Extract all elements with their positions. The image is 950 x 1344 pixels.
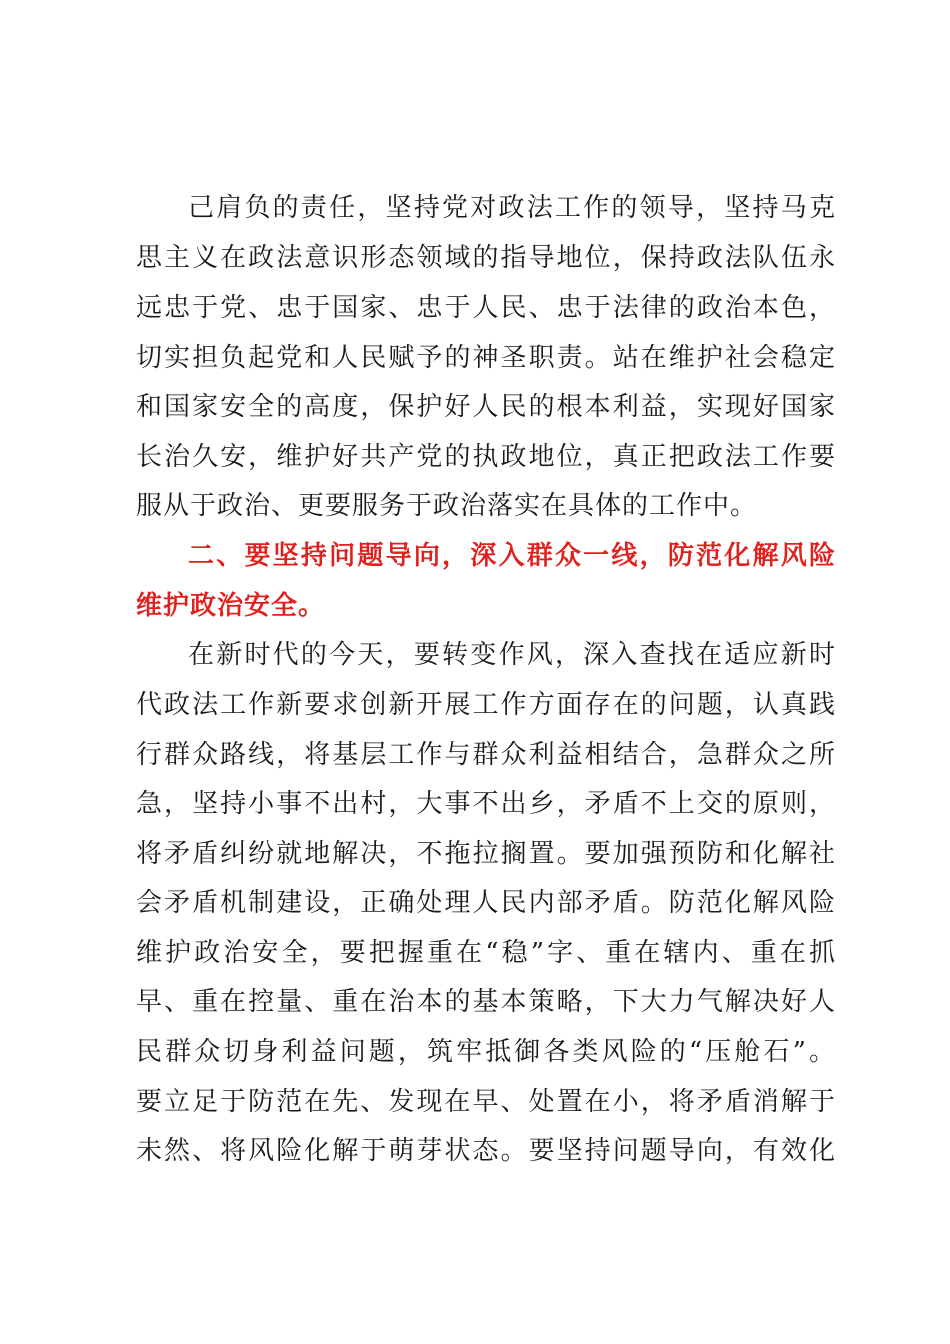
section-heading: 维护政治安全。 — [136, 591, 326, 621]
paragraph-line: 维护政治安全，要把握重在“稳”字、重在辖内、重在抓 — [136, 938, 836, 968]
paragraph-line: 长治久安，维护好共产党的执政地位，真正把政法工作要 — [136, 442, 836, 472]
paragraph-line: 会矛盾机制建设，正确处理人民内部矛盾。防范化解风险 — [136, 888, 836, 918]
paragraph-line: 行群众路线，将基层工作与群众利益相结合，急群众之所 — [136, 740, 836, 770]
section-heading: 二、要坚持问题导向，深入群众一线，防范化解风险 — [188, 541, 836, 571]
paragraph-line: 要立足于防范在先、发现在早、处置在小，将矛盾消解于 — [136, 1087, 836, 1117]
paragraph-line: 切实担负起党和人民赋予的神圣职责。站在维护社会稳定 — [136, 343, 836, 373]
paragraph-line: 将矛盾纠纷就地解决，不拖拉搁置。要加强预防和化解社 — [136, 839, 836, 869]
paragraph-line: 急，坚持小事不出村，大事不出乡，矛盾不上交的原则， — [136, 789, 836, 819]
paragraph-line: 民群众切身利益问题，筑牢抵御各类风险的“压舱石”。 — [136, 1037, 836, 1067]
paragraph-line: 代政法工作新要求创新开展工作方面存在的问题，认真践 — [136, 690, 836, 720]
paragraph-line: 早、重在控量、重在治本的基本策略，下大力气解决好人 — [136, 987, 836, 1017]
paragraph-line: 思主义在政法意识形态领域的指导地位，保持政法队伍永 — [136, 243, 836, 273]
paragraph-line: 己肩负的责任，坚持党对政法工作的领导，坚持马克 — [188, 193, 836, 223]
paragraph-line: 和国家安全的高度，保护好人民的根本利益，实现好国家 — [136, 392, 836, 422]
paragraph-line: 在新时代的今天，要转变作风，深入查找在适应新时 — [188, 640, 836, 670]
paragraph-line: 未然、将风险化解于萌芽状态。要坚持问题导向，有效化 — [136, 1136, 836, 1166]
paragraph-line: 远忠于党、忠于国家、忠于人民、忠于法律的政治本色， — [136, 293, 836, 323]
paragraph-line: 服从于政治、更要服务于政治落实在具体的工作中。 — [136, 491, 758, 521]
